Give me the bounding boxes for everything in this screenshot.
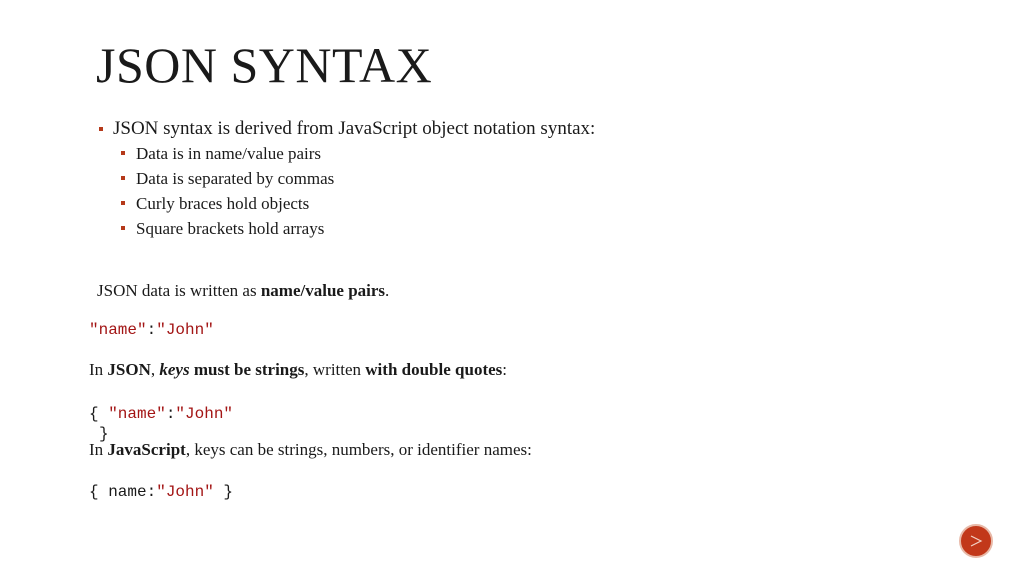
para2-text: , xyxy=(150,360,160,379)
code-brace-open: { xyxy=(89,483,109,501)
nav-arrow-icon xyxy=(969,534,983,548)
slide-title: JSON SYNTAX xyxy=(96,37,433,93)
bullet-list xyxy=(96,118,595,241)
paragraph-name-value xyxy=(97,281,389,301)
sub-bullet xyxy=(96,216,595,241)
para3-text: , keys can be strings, numbers, or identifier names: xyxy=(185,440,532,459)
code-example-3 xyxy=(89,483,233,501)
bullet-marker xyxy=(121,176,125,180)
code-example-2 xyxy=(89,405,233,423)
sub-bullet-text: Data is separated by commas xyxy=(136,169,335,188)
para1-suffix: . xyxy=(385,281,390,300)
code-key: "name" xyxy=(89,321,147,339)
bullet-main-text: JSON syntax is derived from JavaScript object notation syntax: xyxy=(113,118,596,139)
code-key: name: xyxy=(108,483,157,501)
sub-bullet-text: Square brackets hold arrays xyxy=(136,219,325,238)
para2-bold-json: JSON xyxy=(107,360,151,379)
sub-bullet xyxy=(96,141,595,166)
sub-bullet xyxy=(96,191,595,216)
code-example-1 xyxy=(89,321,214,339)
para2-bold-italic-keys: keys xyxy=(159,360,190,379)
code-colon: : xyxy=(146,321,157,339)
paragraph-javascript-keys xyxy=(89,440,532,460)
bullet-marker xyxy=(99,127,103,131)
para1-bold: name/value pairs xyxy=(260,281,386,300)
para2-text: : xyxy=(502,360,507,379)
code-brace-open: { xyxy=(89,405,109,423)
para2-text: In xyxy=(89,360,108,379)
bullet-marker xyxy=(121,151,125,155)
code-value: "John" xyxy=(156,483,214,501)
code-value: "John" xyxy=(175,405,234,423)
sub-bullet-text: Data is in name/value pairs xyxy=(136,144,322,163)
slide-nav-button[interactable] xyxy=(959,524,993,558)
sub-bullet xyxy=(96,166,595,191)
para2-bold-quotes: with double quotes xyxy=(365,360,503,379)
paragraph-json-keys xyxy=(89,360,507,380)
code-brace-close: } xyxy=(99,425,109,443)
sub-bullet-text: Curly braces hold objects xyxy=(136,194,310,213)
para3-text: In xyxy=(89,440,108,459)
para1-text: JSON data is written as xyxy=(97,281,261,300)
code-value: "John" xyxy=(156,321,214,339)
para2-bold-strings: must be strings xyxy=(193,360,305,379)
para2-text: , written xyxy=(304,360,366,379)
bullet-main xyxy=(96,118,595,140)
bullet-marker xyxy=(121,226,125,230)
code-key: "name" xyxy=(108,405,166,423)
bullet-marker xyxy=(121,201,125,205)
para3-bold-javascript: JavaScript xyxy=(107,440,186,459)
code-brace-close: } xyxy=(213,483,234,501)
code-colon: : xyxy=(165,405,176,423)
